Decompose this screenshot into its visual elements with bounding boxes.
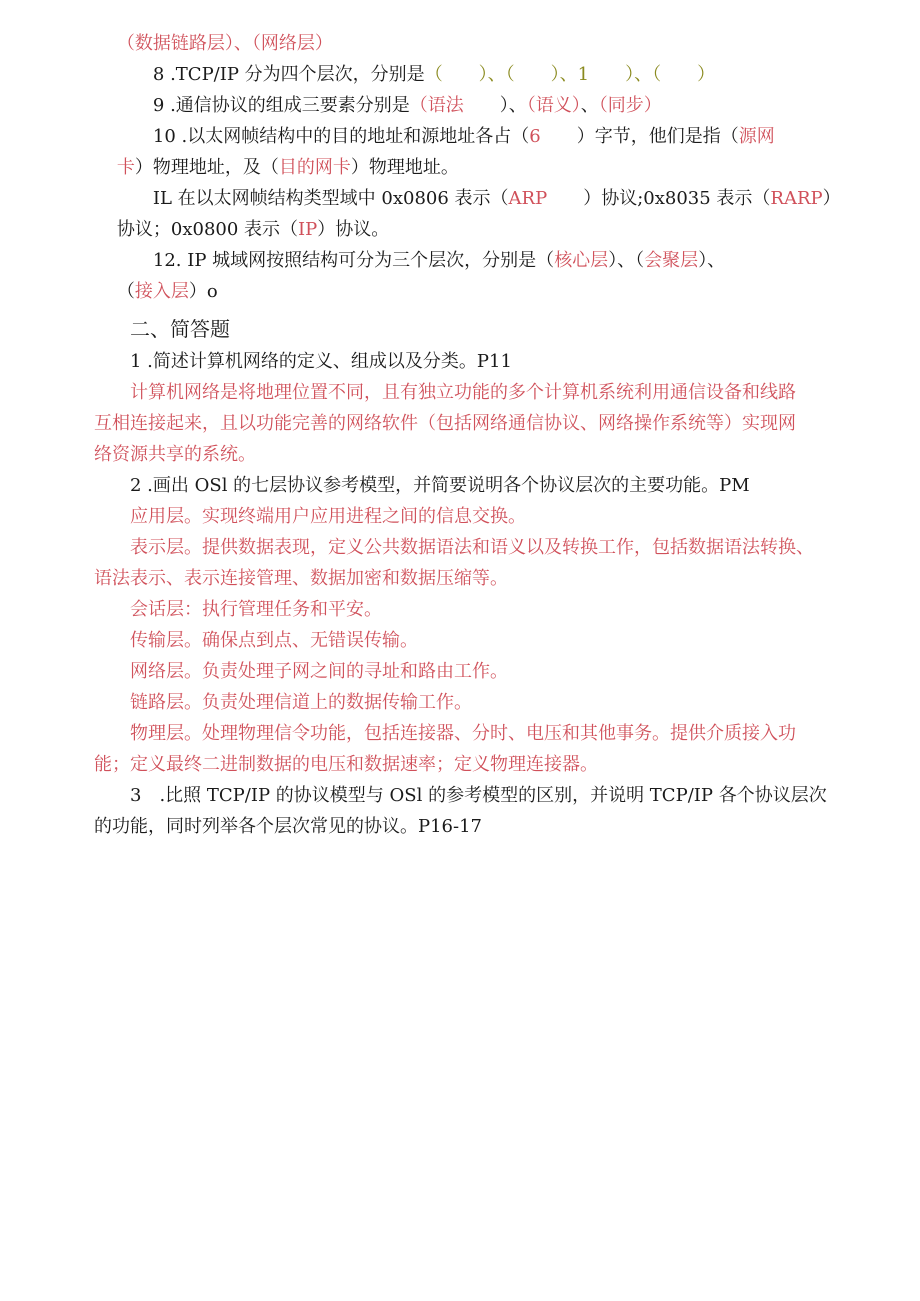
question-11-continued [94,194,390,240]
short-question-2: 2 .画出 OSl 的七层协议参考模型，并简要说明各个协议层次的主要功能。PM [130,475,750,496]
question-text: ）物理地址。 [350,157,459,178]
answer-text: （同步） [598,95,662,116]
answer-text: 数据链路层 [134,33,225,54]
paren: ）o [188,281,218,302]
question-text: 8 .TCP/IP 分为四个层次，分别是 [152,64,425,85]
question-text: 12. IP 城域网按照结构可分为三个层次，分别是（ [152,250,555,271]
question-8 [130,39,716,85]
answer-text: 6 [529,126,541,147]
question-text: ）字节，他们是指（ [540,126,739,147]
answer-1-line: 互相连接起来，且以功能完善的网络软件（包括网络通信协议、网络操作系统等）实现网 [94,413,796,434]
question-text: ）物理地址，及（ [134,157,279,178]
question-text: 协议；0x0800 表示（ [116,219,299,240]
answer-2-line: 语法表示、表示连接管理、数据加密和数据压缩等。 [94,568,508,589]
separator: ）、（ [608,250,645,271]
answer-2-line: 网络层。负责处理子网之间的寻址和路由工作。 [130,661,508,682]
answer-2-line: 会话层：执行管理任务和平安。 [130,599,382,620]
answer-2-line: 能；定义最终二进制数据的电压和数据速率；定义物理连接器。 [94,754,598,775]
question-text: 10 .以太网帧结构中的目的地址和源地址各占（ [152,126,530,147]
question-12 [130,225,726,271]
answer-text: ARP [508,188,548,209]
answer-text: 接入层 [134,281,189,302]
separator: ）、（ [224,33,261,54]
answer-text: （语义） [526,95,581,116]
answer-text: 卡 [116,157,135,178]
answer-2-line: 物理层。处理物理信令功能，包括连接器、分时、电压和其他事务。提供介质接入功 [130,723,796,744]
answer-text: 目的网卡 [278,157,351,178]
paren: ） [314,33,333,54]
answer-2-line: 应用层。实现终端用户应用进程之间的信息交换。 [130,506,526,527]
answer-1-line: 络资源共享的系统。 [94,444,256,465]
answer-1-line: 计算机网络是将地理位置不同，且有独立功能的多个计算机系统利用通信设备和线路 [130,382,796,403]
question-text: ）协议。 [317,219,390,240]
question-text: IL 在以太网帧结构类型域中 0x0806 表示（ [152,188,509,209]
separator: 、 [580,95,599,116]
question-9 [130,70,662,116]
short-question-1: 1 .简述计算机网络的定义、组成以及分类。P11 [130,351,512,372]
answer-2-line: 链路层。负责处理信道上的数据传输工作。 [130,692,472,713]
question-text: 9 .通信协议的组成三要素分别是 [152,95,410,116]
question-text: ）协议;0x8035 表示（ [547,188,771,209]
separator: ）、 [698,250,726,271]
answer-text: （语法 [409,95,500,116]
answer-text: 源网 [738,126,775,147]
separator: ）、 [499,95,527,116]
question-12-continued [94,256,218,302]
paren: （ [116,281,135,302]
question-10-continued [94,132,459,178]
answer-text: 网络层 [260,33,315,54]
short-question-3-continued: 的功能，同时列举各个层次常见的协议。P16-17 [94,816,483,837]
answer-text: RARP [770,188,823,209]
paren: ） [822,188,841,209]
paren: （ [116,33,135,54]
answer-blanks: （ ）、（ ）、1 ）、（ ） [424,64,716,85]
fill-in-line-7 [94,8,333,54]
short-question-3: 3 .比照 TCP/IP 的协议模型与 OSl 的参考模型的区别，并说明 TCP/IP 各个协议层次 [130,785,827,806]
answer-2-line: 表示层。提供数据表现，定义公共数据语法和语义以及转换工作，包括数据语法转换、 [130,537,814,558]
question-10 [130,101,775,147]
answer-text: 核心层 [554,250,609,271]
answer-text: IP [298,219,318,240]
answer-2-line: 传输层。确保点到点、无错误传输。 [130,630,418,651]
question-11 [130,163,841,209]
section-title: 二、简答题 [130,317,230,341]
answer-text: 会聚层 [644,250,699,271]
